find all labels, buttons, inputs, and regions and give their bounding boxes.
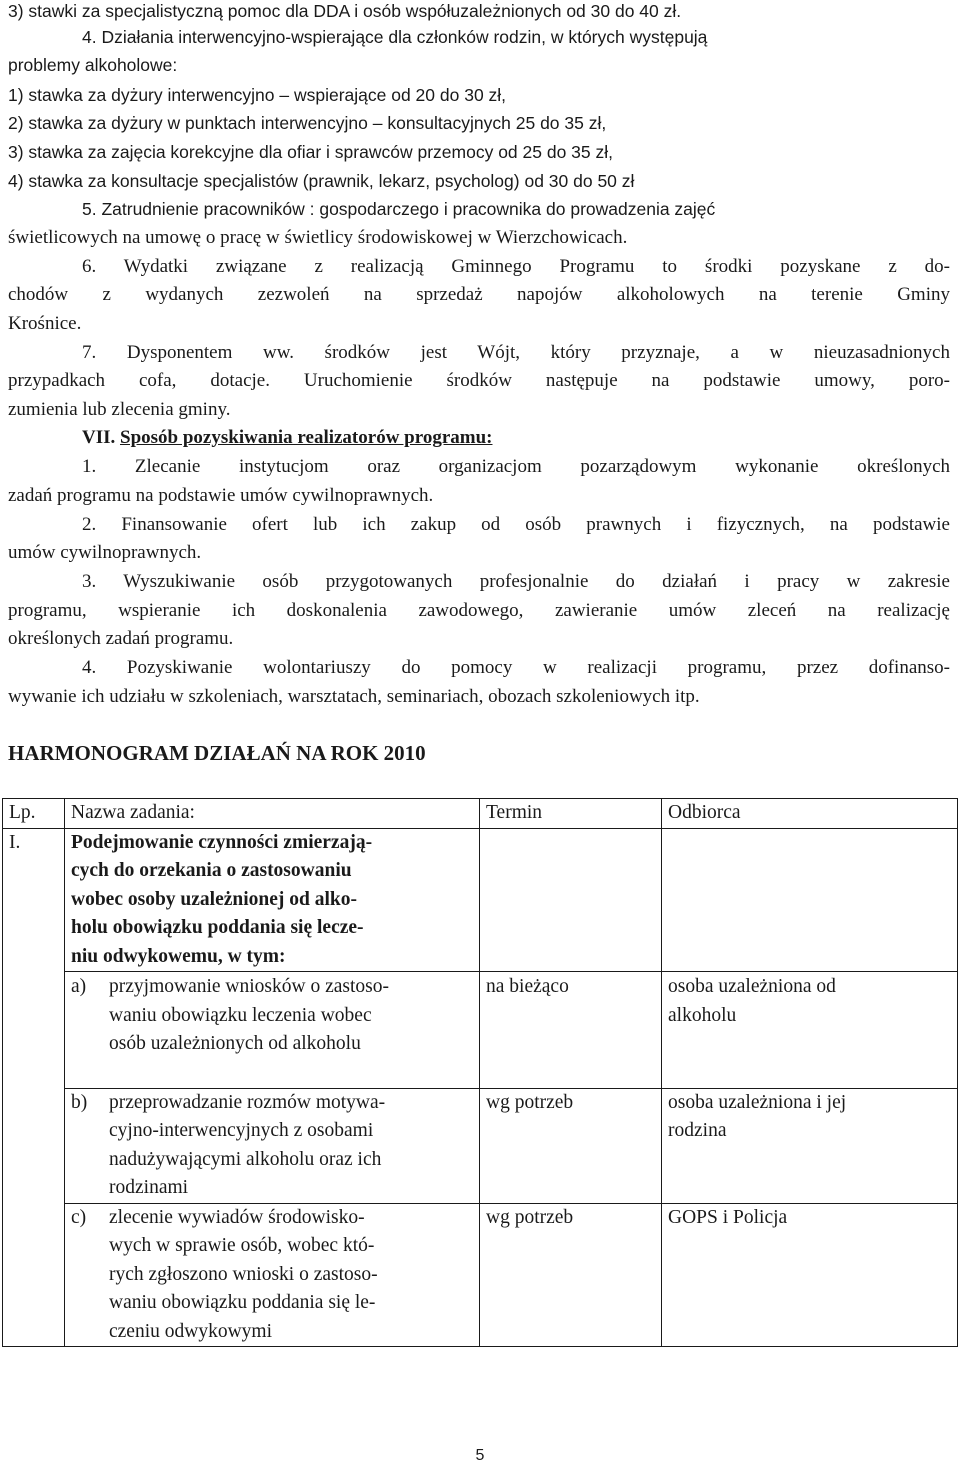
table-header-row: [3, 799, 958, 829]
task-cell: [65, 1088, 480, 1203]
header-lp: Lp.: [3, 799, 65, 829]
section-recipient: [662, 828, 958, 972]
text-line: programu, wspieranie ich doskonalenia zawodowego, zawieranie umów zleceń na realizację: [8, 600, 950, 621]
table-row: [3, 1203, 958, 1347]
section-title-line: niu odwykowemu, w tym:: [71, 945, 286, 967]
table-row-section: [3, 828, 958, 972]
text-line: określonych zadań programu.: [8, 628, 234, 649]
task-line: przyjmowanie wniosków o zastoso-: [109, 976, 389, 997]
header-task-name: Nazwa zadania:: [65, 799, 480, 829]
text-line: zadań programu na podstawie umów cywilnoprawnych.: [8, 485, 434, 506]
table-row: [3, 1088, 958, 1203]
text-line: 1) stawka za dyżury interwencyjno – wspierające od 20 do 30 zł,: [8, 85, 507, 105]
section-heading-vii: [82, 425, 492, 451]
task-letter: b): [71, 1091, 88, 1113]
recipient-line: osoba uzależniona od: [668, 976, 836, 997]
task-line: cyjno-interwencyjnych z osobami: [109, 1120, 374, 1141]
page-number: 5: [475, 1447, 485, 1464]
task-line: waniu obowiązku leczenia wobec: [109, 1004, 372, 1026]
text-line: chodów z wydanych zezwoleń na sprzedaż napojów alkoholowych na terenie Gminy: [8, 284, 950, 305]
section-title-line: cych do orzekania o zastosowaniu: [71, 860, 352, 881]
task-line: wych w sprawie osób, wobec któ-: [109, 1235, 375, 1256]
task-line: rych zgłoszono wnioski o zastoso-: [109, 1263, 378, 1285]
task-cell: [65, 1203, 480, 1347]
section-title-line: Podejmowanie czynności zmierzają-: [71, 831, 373, 853]
recipient-line: GOPS i Policja: [668, 1206, 788, 1228]
table-row: [3, 972, 958, 1089]
header-term: Termin: [480, 799, 662, 829]
row-lp: [3, 1088, 65, 1203]
text-line: umów cywilnoprawnych.: [8, 542, 202, 563]
text-line: przypadkach cofa, dotacje. Uruchomienie środków następuje na podstawie umowy, poro-: [8, 370, 950, 391]
text-line: 3) stawki za specjalistyczną pomoc dla DDA i osób współuzależnionych od 30 do 40 zł.: [8, 1, 682, 21]
task-cell: [65, 972, 480, 1089]
text-line: 4) stawka za konsultacje specjalistów (prawnik, lekarz, psycholog) od 30 do 50 zł: [8, 171, 635, 191]
text-line: świetlicowych na umowę o pracę w świetlicy środowiskowej w Wierzchowicach.: [8, 227, 628, 248]
text-line: problemy alkoholowe:: [8, 55, 178, 75]
recipient-line: rodzina: [668, 1120, 727, 1141]
text-line: 7. Dysponentem ww. środków jest Wójt, który przyznaje, a w nieuzasadnionych: [82, 342, 950, 363]
task-line: waniu obowiązku poddania się le-: [109, 1292, 376, 1313]
term-cell: wg potrzeb: [480, 1088, 662, 1203]
section-title: Sposób pozyskiwania realizatorów programu:: [120, 427, 493, 448]
row-lp: [3, 972, 65, 1089]
task-letter: c): [71, 1206, 87, 1228]
recipient-cell: [662, 972, 958, 1089]
text-line: 3. Wyszukiwanie osób przygotowanych profesjonalnie do działań i pracy w zakresie: [82, 571, 950, 592]
header-recipient: Odbiorca: [662, 799, 958, 829]
section-lp: I.: [3, 828, 65, 972]
task-line: osób uzależnionych od alkoholu: [109, 1033, 361, 1054]
section-title-line: wobec osoby uzależnionej od alko-: [71, 888, 358, 910]
text-line: Krośnice.: [8, 313, 82, 334]
schedule-table: [2, 798, 958, 1347]
task-line: czeniu odwykowymi: [109, 1320, 273, 1342]
section-term: [480, 828, 662, 972]
term-cell: na bieżąco: [480, 972, 662, 1089]
task-line: przeprowadzanie rozmów motywa-: [109, 1091, 386, 1113]
text-line: 4. Działania interwencyjno-wspierające dla członków rodzin, w których występują: [82, 27, 708, 47]
text-line: 2. Finansowanie ofert lub ich zakup od osób prawnych i fizycznych, na podstawie: [82, 514, 950, 535]
section-title-cell: [65, 828, 480, 972]
task-letter: a): [71, 976, 87, 997]
text-line: 4. Pozyskiwanie wolontariuszy do pomocy w realizacji programu, przez dofinanso-: [82, 657, 950, 678]
term-cell: wg potrzeb: [480, 1203, 662, 1347]
recipient-line: alkoholu: [668, 1004, 737, 1026]
text-line: 5. Zatrudnienie pracowników : gospodarczego i pracownika do prowadzenia zajęć: [82, 199, 716, 219]
row-lp: [3, 1203, 65, 1347]
recipient-line: osoba uzależniona i jej: [668, 1091, 847, 1113]
text-line: zumienia lub zlecenia gminy.: [8, 399, 231, 420]
section-title-line: holu obowiązku poddania się lecze-: [71, 917, 364, 938]
task-line: zlecenie wywiadów środowisko-: [109, 1206, 365, 1228]
text-line: wywanie ich udziału w szkoleniach, warsztatach, seminariach, obozach szkoleniowych itp.: [8, 686, 700, 707]
task-line: rodzinami: [109, 1177, 189, 1198]
section-number: VII.: [82, 427, 116, 448]
text-line: 1. Zlecanie instytucjom oraz organizacjom pozarządowym wykonanie określonych: [82, 456, 950, 477]
recipient-cell: [662, 1203, 958, 1347]
text-line: 3) stawka za zajęcia korekcyjne dla ofiar i sprawców przemocy od 25 do 35 zł,: [8, 142, 613, 162]
recipient-cell: [662, 1088, 958, 1203]
text-line: 2) stawka za dyżury w punktach interwencyjno – konsultacyjnych 25 do 35 zł,: [8, 113, 607, 133]
schedule-heading: HARMONOGRAM DZIAŁAŃ NA ROK 2010: [8, 741, 426, 765]
task-line: nadużywającymi alkoholu oraz ich: [109, 1148, 382, 1170]
text-line: 6. Wydatki związane z realizacją Gminnego Programu to środki pozyskane z do-: [82, 256, 950, 277]
